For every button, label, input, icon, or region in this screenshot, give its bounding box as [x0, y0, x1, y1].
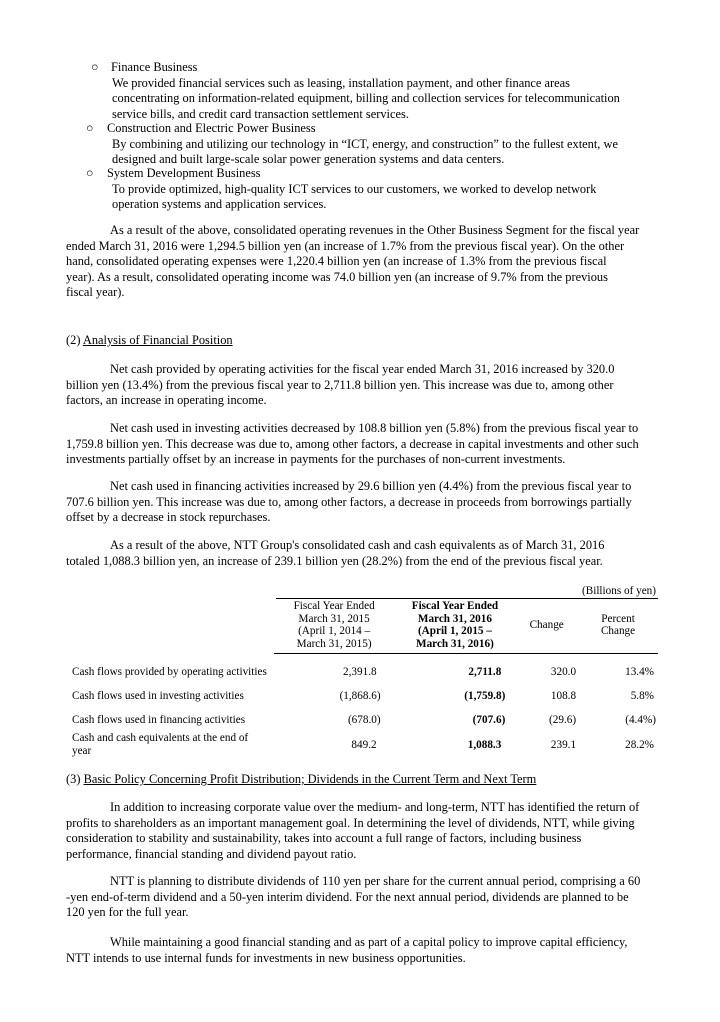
bullet-marker: ○ [91, 60, 99, 74]
section-number: (2) [66, 333, 81, 347]
table-row [66, 684, 658, 708]
row-label: Cash and cash equivalents at the end of year [72, 732, 249, 757]
para-line: year). As a result, consolidated operating income was 74.0 billion yen (an increase of 9.7% from the previous [66, 269, 608, 284]
para-line: performance, financial standing and dividend payout ratio. [66, 846, 357, 861]
bullet-line: By combining and utilizing our technology in “ICT, energy, and construction” to the fullest extent, we [112, 136, 618, 151]
row-label: Cash flows used in investing activities [72, 690, 244, 703]
cell-prev: (1,868.6) [339, 690, 381, 703]
bullet-line: To provide optimized, high-quality ICT services to our customers, we worked to develop network [112, 181, 597, 196]
cell-prev: 2,391.8 [343, 666, 377, 679]
header-curr-year [395, 598, 516, 654]
para-line: While maintaining a good financial standing and as part of a capital policy to improve capital efficiency, [110, 935, 628, 949]
para-line: As a result of the above, consolidated operating revenues in the Other Business Segment for the fiscal year [110, 223, 640, 237]
header-line: Fiscal Year Ended [411, 600, 499, 612]
cash-flow-table [66, 598, 658, 758]
bullet-heading: Construction and Electric Power Business [107, 121, 316, 135]
table-row [66, 708, 658, 732]
section-title: Analysis of Financial Position [82, 333, 233, 347]
header-line: March 31, 2016 [417, 612, 492, 625]
bullet-line: designed and built large-scale solar power generation systems and data centers. [112, 152, 505, 167]
para-line: In addition to increasing corporate value over the medium- and long-term, NTT has identified the return of [110, 800, 640, 814]
para-line: Net cash used in investing activities decreased by 108.8 billion yen (5.8%) from the previous fiscal year to [110, 421, 639, 435]
cell-percent: 13.4% [625, 666, 654, 679]
para-line: Net cash used in financing activities increased by 29.6 billion yen (4.4%) from the previous fiscal year to [110, 479, 632, 493]
header-line: (April 1, 2014 – [298, 625, 371, 638]
cell-change: (29.6) [549, 714, 577, 727]
para-line: -yen end-of-term dividend and a 50-yen interim dividend. For the next annual period, dividends are planned to be [66, 889, 629, 904]
header-line: Change [600, 625, 636, 638]
header-prev-year [274, 598, 395, 654]
dividend-plan-paragraph [66, 874, 658, 921]
cell-curr: (707.6) [472, 714, 506, 727]
bullet-line: service bills, and credit card transaction settlement services. [112, 106, 409, 121]
header-line: March 31, 2015) [296, 637, 372, 650]
section-heading-financial-position [66, 333, 233, 349]
section-title: Basic Policy Concerning Profit Distribution; Dividends in the Current Term and Next Term [83, 772, 537, 786]
cash-equivalents-paragraph [66, 538, 658, 569]
para-line: consideration to stability and sustainability, takes into account a full range of factors, including business [66, 831, 582, 846]
bullet-heading: Finance Business [111, 60, 198, 74]
para-line: Net cash provided by operating activities for the fiscal year ended March 31, 2016 increased by 320.0 [110, 362, 615, 376]
cell-change: 239.1 [550, 738, 577, 751]
cell-curr: 1,088.3 [467, 738, 502, 751]
para-line: billion yen (13.4%) from the previous fiscal year to 2,711.8 billion yen. This increase was due to, among other [66, 377, 614, 392]
other-segment-paragraph [66, 223, 658, 301]
financing-cash-paragraph [66, 479, 658, 526]
para-line: hand, consolidated operating expenses were 1,220.4 billion yen (an increase of 1.3% from the previous fiscal [66, 254, 607, 269]
header-line: Fiscal Year Ended [293, 600, 375, 612]
para-line: totaled 1,088.3 billion yen, an increase of 239.1 billion yen (28.2%) from the end of the previous fiscal year. [66, 553, 603, 568]
cell-curr: (1,759.8) [464, 690, 506, 703]
bullet-finance-business [66, 60, 656, 122]
para-line: NTT is planning to distribute dividends of 110 yen per share for the current annual period, comprising a 60 [110, 874, 641, 888]
header-line: Percent [601, 612, 635, 625]
cell-percent: 28.2% [625, 738, 654, 751]
bullet-line: We provided financial services such as leasing, installation payment, and other finance areas [112, 75, 570, 90]
operating-cash-paragraph [66, 362, 658, 409]
table-units: (Billions of yen) [582, 585, 656, 597]
header-line: (April 1, 2015 – [417, 625, 492, 638]
table-header-row [66, 598, 658, 654]
header-line: March 31, 2015 [298, 612, 370, 625]
cell-change: 108.8 [550, 690, 577, 703]
internal-funds-paragraph [66, 935, 658, 966]
dividend-policy-paragraph [66, 800, 658, 862]
table-row [66, 660, 658, 684]
para-line: offset by a decrease in stock repurchases. [66, 510, 271, 525]
investing-cash-paragraph [66, 421, 658, 468]
para-line: investments partially offset by an increase in payments for the purchases of non-current investments. [66, 452, 566, 467]
bullet-marker: ○ [86, 166, 94, 180]
cell-prev: 849.2 [351, 738, 377, 751]
header-line: March 31, 2016) [416, 637, 494, 650]
bullet-line: concentrating on information-related equipment, billing and collection services for telecommunication [112, 91, 620, 106]
cell-curr: 2,711.8 [468, 666, 502, 679]
para-line: 1,759.8 billion yen. This decrease was due to, among other factors, a decrease in capital investments and other such [66, 436, 639, 451]
para-line: ended March 31, 2016 were 1,294.5 billion yen (an increase of 1.7% from the previous fiscal year). On the other [66, 238, 625, 253]
header-percent-change [578, 598, 658, 654]
bullet-line: operation systems and application services. [112, 197, 327, 212]
row-label: Cash flows provided by operating activities [72, 666, 267, 679]
section-heading-profit-distribution [66, 772, 536, 788]
para-line: 120 yen for the full year. [66, 905, 189, 920]
para-line: factors, an increase in operating income. [66, 393, 267, 408]
cell-prev: (678.0) [347, 714, 381, 727]
header-change: Change [515, 598, 578, 654]
bullet-marker: ○ [86, 121, 94, 135]
para-line: profits to shareholders as an important management goal. In determining the level of dividends, NTT, while giving [66, 815, 635, 830]
row-label: Cash flows used in financing activities [72, 714, 246, 727]
section-number: (3) [66, 772, 81, 786]
cell-percent: (4.4%) [625, 714, 656, 727]
para-line: fiscal year). [66, 285, 125, 300]
table-row [66, 732, 658, 757]
bullet-heading: System Development Business [107, 166, 261, 180]
cell-change: 320.0 [550, 666, 577, 679]
cell-percent: 5.8% [630, 690, 654, 703]
para-line: 707.6 billion yen. This increase was due to, among other factors, a decrease in proceeds from borrowings partially [66, 494, 632, 509]
bullet-system-development [66, 166, 656, 213]
bullet-construction-business [66, 121, 656, 168]
para-line: As a result of the above, NTT Group's consolidated cash and cash equivalents as of March 31, 2016 [110, 538, 605, 552]
para-line: NTT intends to use internal funds for investments in new business opportunities. [66, 950, 466, 965]
header-blank [66, 598, 274, 654]
